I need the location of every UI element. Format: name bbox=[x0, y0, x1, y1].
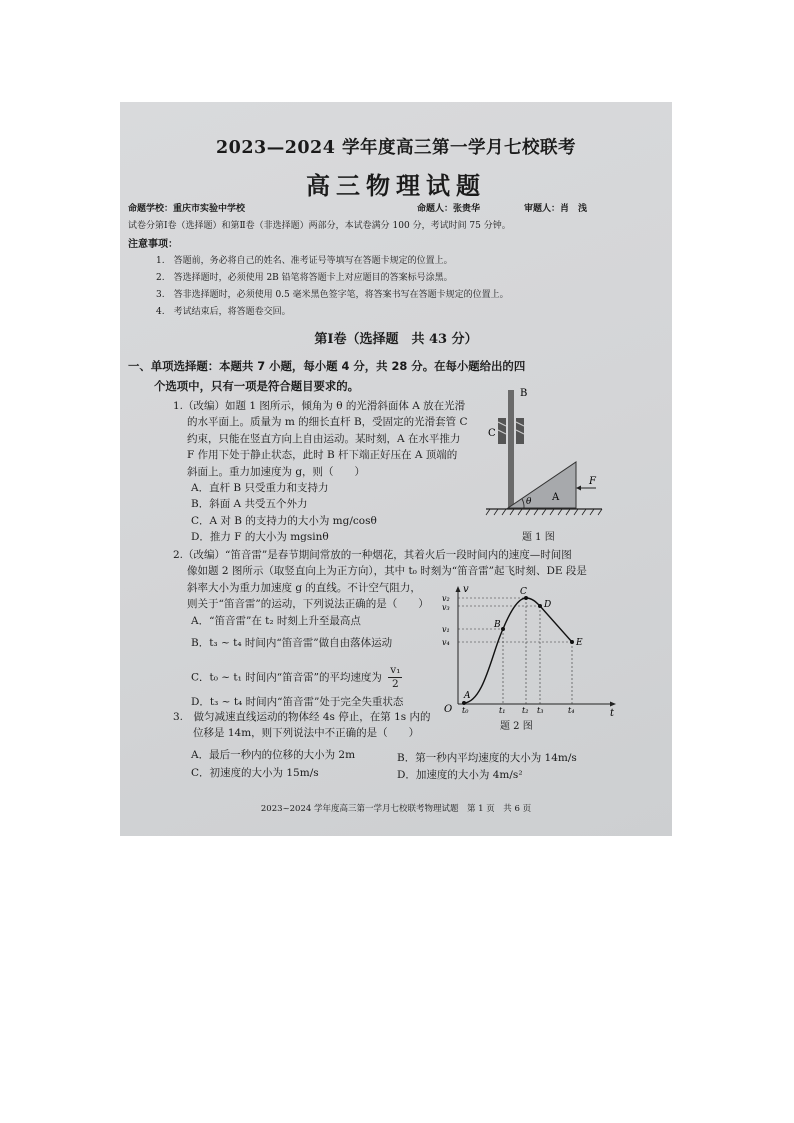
label-point-c: C bbox=[520, 587, 527, 597]
notice-heading: 注意事项： bbox=[128, 239, 178, 250]
point-b bbox=[501, 627, 505, 631]
option-b: B．t₃ ~ t₄ 时间内“笛音雷”做自由落体运动 bbox=[191, 637, 393, 649]
question-line: 1.（改编）如题 1 图所示，倾角为 θ 的光滑斜面体 A 放在光滑 bbox=[173, 400, 466, 412]
section-heading: 个选项中，只有一项是符合题目要求的。 bbox=[154, 379, 360, 393]
page-footer: 2023~2024 学年度高三第一学月七校联考物理试题 第 1 页 共 6 页 bbox=[260, 804, 532, 814]
option-b: B．第一秒内平均速度的大小为 14m/s bbox=[397, 752, 577, 764]
question-line: 位移是 14m，则下列说法中不正确的是（ ） bbox=[193, 727, 420, 740]
label-c: C bbox=[488, 428, 496, 439]
fraction-denominator: 2 bbox=[392, 678, 399, 690]
label-a: A bbox=[552, 492, 560, 503]
exam-intro: 试卷分第Ⅰ卷（选择题）和第Ⅱ卷（非选择题）两部分，本试卷满分 100 分，考试时间 75 分钟。 bbox=[128, 221, 511, 231]
fraction bbox=[388, 664, 402, 691]
figure-2-vt-graph bbox=[440, 582, 620, 717]
option-c: C．A 对 B 的支持力的大小为 mg/cosθ bbox=[191, 514, 377, 527]
tick-t2: t₂ bbox=[522, 706, 529, 715]
option-a: A．最后一秒内的位移的大小为 2m bbox=[191, 749, 356, 761]
label-f: F bbox=[589, 476, 596, 487]
section-heading: 一、单项选择题：本题共 7 小题，每小题 4 分，共 28 分。在每小题给出的四 bbox=[128, 359, 526, 373]
label-point-a: A bbox=[464, 691, 471, 701]
tick-v3: v₃ bbox=[442, 603, 450, 612]
question-line: 斜率大小为重力加速度 g 的直线。不计空气阻力， bbox=[187, 581, 421, 594]
exam-title: 2023—2024 学年度高三第一学月七校联考 bbox=[215, 138, 576, 158]
option-b: B．斜面 A 共受五个外力 bbox=[191, 498, 308, 511]
option-c-text: C．t₀ ~ t₁ 时间内“笛音雷”的平均速度为 bbox=[191, 671, 382, 684]
tick-t0: t₀ bbox=[462, 706, 469, 715]
notice-item: 1. 答题前，务必将自己的姓名、准考证号等填写在答题卡规定的位置上。 bbox=[156, 256, 453, 266]
exam-page-photo bbox=[120, 102, 672, 836]
axis-v-label: v bbox=[463, 584, 469, 595]
notice-item: 4. 考试结束后，将答题卷交回。 bbox=[156, 307, 291, 317]
label-point-e: E bbox=[576, 638, 583, 648]
question-line: 2.（改编）“笛音雷”是春节期间常放的一种烟花，其着火后一段时间内的速度—时间图 bbox=[173, 549, 572, 561]
wedge-a bbox=[508, 462, 576, 508]
question-line: 斜面上。重力加速度为 g，则（ ） bbox=[187, 465, 366, 478]
option-d: D．加速度的大小为 4m/s² bbox=[397, 769, 523, 781]
fraction-numerator: v₁ bbox=[390, 664, 401, 676]
question-line: 像如题 2 图所示（取竖直向上为正方向），其中 t₀ 时刻为“笛音雷”起飞时刻、DE 段是 bbox=[187, 565, 587, 578]
notice-item: 3. 答非选择题时，必须使用 0.5 毫米黑色签字笔，将答案书写在答题卡规定的位置上。 bbox=[156, 290, 509, 300]
tick-t3: t₃ bbox=[537, 706, 544, 715]
velocity-curve bbox=[464, 598, 572, 703]
tick-t1: t₁ bbox=[499, 706, 506, 715]
question-line: 则关于“笛音雷”的运动，下列说法正确的是（ ） bbox=[187, 598, 429, 611]
label-b: B bbox=[520, 388, 528, 399]
tick-v1: v₁ bbox=[442, 625, 450, 634]
figure-1-caption: 题 1 图 bbox=[522, 532, 555, 543]
origin-label: O bbox=[444, 704, 453, 715]
question-1 bbox=[173, 398, 468, 546]
tick-t4: t₄ bbox=[568, 706, 575, 715]
setter-school: 命题学校：重庆市实验中学校 bbox=[128, 204, 246, 214]
label-point-d: D bbox=[544, 600, 552, 610]
question-line: 的水平面上。质量为 m 的细长直杆 B，受固定的光滑套管 C bbox=[187, 416, 468, 429]
option-d: D．t₃ ~ t₄ 时间内“笛音雷”处于完全失重状态 bbox=[191, 696, 404, 708]
point-e bbox=[570, 640, 574, 644]
label-point-b: B bbox=[494, 620, 501, 630]
option-c bbox=[191, 664, 402, 691]
option-a: A．“笛音雷”在 t₂ 时刻上升至最高点 bbox=[191, 615, 361, 627]
point-a bbox=[462, 701, 466, 705]
option-d: D．推力 F 的大小为 mgsinθ bbox=[191, 531, 329, 544]
question-line: F 作用下处于静止状态，此时 B 杆下端正好压在 A 顶端的 bbox=[187, 449, 458, 462]
axis-t-label: t bbox=[610, 708, 615, 717]
notice-item: 2. 答选择题时，必须使用 2B 铅笔将答题卡上对应题目的答案标号涂黑。 bbox=[156, 273, 453, 283]
question-line: 3. 做匀减速直线运动的物体经 4s 停止，在第 1s 内的 bbox=[173, 711, 431, 723]
setter: 命题人：张贵华 bbox=[417, 204, 481, 214]
figure-2-caption: 题 2 图 bbox=[500, 721, 533, 732]
option-c: C．初速度的大小为 15m/s bbox=[191, 767, 319, 779]
tick-v2: v₂ bbox=[442, 594, 450, 603]
question-line: 约束，只能在竖直方向上自由运动。某时刻，A 在水平推力 bbox=[187, 432, 461, 445]
reviewer: 审题人：肖 浅 bbox=[524, 204, 588, 214]
exam-subject-title: 高三物理试题 bbox=[306, 171, 486, 200]
tick-v4: v₄ bbox=[442, 638, 450, 647]
section-title: 第Ⅰ卷（选择题 共 43 分） bbox=[314, 332, 478, 347]
label-theta: θ bbox=[526, 497, 532, 507]
question-3 bbox=[173, 709, 431, 742]
figure-1 bbox=[484, 388, 604, 548]
point-d bbox=[538, 604, 542, 608]
option-a: A．直杆 B 只受重力和支持力 bbox=[191, 482, 329, 495]
rod-b bbox=[508, 390, 514, 508]
